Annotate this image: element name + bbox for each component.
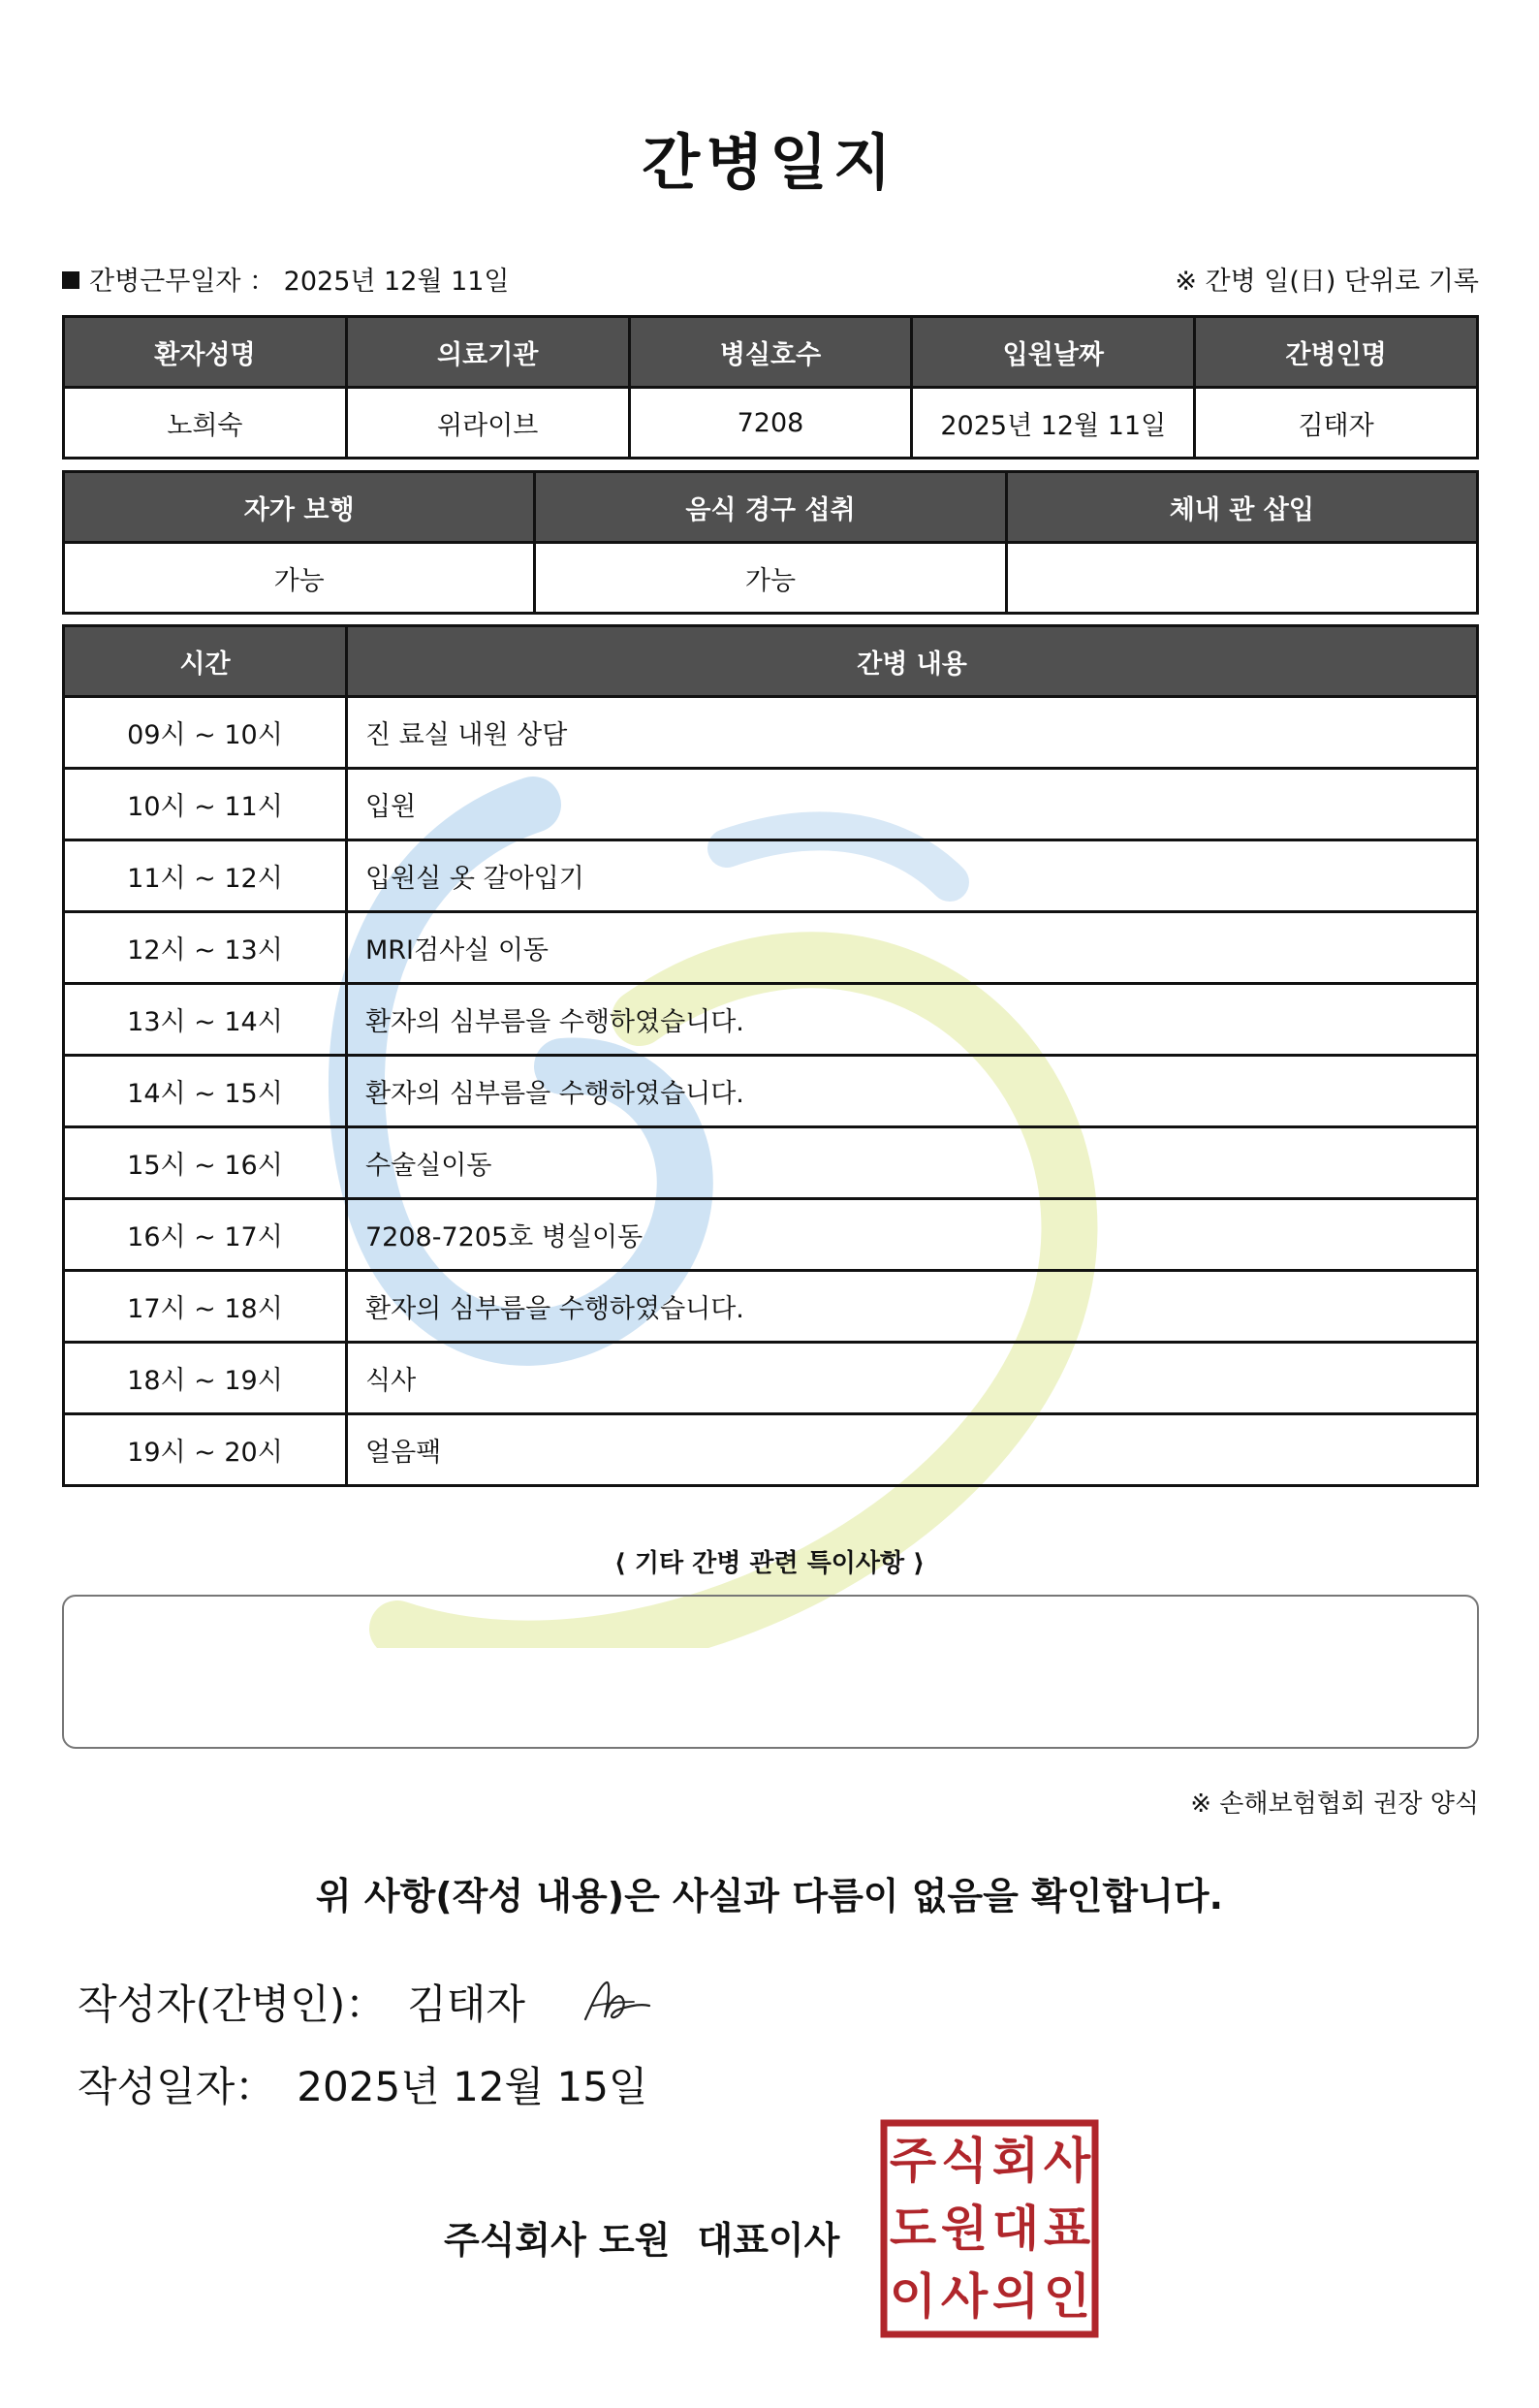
header-caregiver: 간병인명	[1195, 317, 1478, 388]
header-patient-name: 환자성명	[64, 317, 347, 388]
table-row	[64, 769, 1478, 840]
table-header-row	[64, 317, 1478, 388]
table-row	[64, 1271, 1478, 1343]
log-content: 환자의 심부름을 수행하였습니다.	[347, 1271, 1478, 1343]
log-time: 19시 ~ 20시	[64, 1414, 347, 1486]
seal-character: 회	[991, 2133, 1040, 2189]
header-content: 간병 내용	[347, 626, 1478, 697]
table-row	[64, 1199, 1478, 1271]
table-row	[64, 1343, 1478, 1414]
document-title: 간병일지	[642, 127, 897, 198]
written-date-value: 2025년 12월 15일	[297, 2063, 648, 2110]
log-time: 11시 ~ 12시	[64, 840, 347, 912]
table-header-row	[64, 472, 1478, 543]
remarks-box	[62, 1595, 1479, 1749]
header-time: 시간	[64, 626, 347, 697]
seal-character: 식	[940, 2133, 989, 2189]
log-time: 15시 ~ 16시	[64, 1127, 347, 1199]
company-signature-line	[444, 2210, 839, 2264]
header-oral-intake: 음식 경구 섭취	[535, 472, 1006, 543]
writer-name: 김태자	[407, 1980, 525, 2028]
work-date	[62, 260, 510, 298]
table-row	[64, 1127, 1478, 1199]
representative-title: 대표이사	[697, 2219, 840, 2262]
table-row	[64, 912, 1478, 984]
table-header-row	[64, 626, 1478, 697]
writer-line	[78, 1973, 525, 2031]
table-row	[64, 984, 1478, 1056]
admission-date: 2025년 12월 11일	[912, 388, 1195, 459]
log-content: 얼음팩	[347, 1414, 1478, 1486]
table-row	[64, 1414, 1478, 1486]
work-date-label: 간병근무일자 ：	[89, 267, 276, 297]
log-content: 진 료실 내원 상담	[347, 697, 1478, 769]
table-row	[64, 543, 1478, 614]
header-admission-date: 입원날짜	[912, 317, 1195, 388]
log-time: 17시 ~ 18시	[64, 1271, 347, 1343]
table-row	[64, 1056, 1478, 1127]
log-content: 식사	[347, 1343, 1478, 1414]
log-time: 18시 ~ 19시	[64, 1343, 347, 1414]
log-content: 수술실이동	[347, 1127, 1478, 1199]
confirmation-statement: 위 사항(작성 내용)은 사실과 다름이 없음을 확인합니다.	[315, 1875, 1224, 1917]
company-name: 주식회사 도원	[444, 2219, 671, 2262]
log-time: 13시 ~ 14시	[64, 984, 347, 1056]
recommend-note: ※ 손해보험협회 권장 양식	[1190, 1790, 1479, 1819]
record-note: ※ 간병 일(日) 단위로 기록	[1175, 267, 1479, 297]
company-seal-stamp	[880, 2119, 1099, 2338]
log-time: 14시 ~ 15시	[64, 1056, 347, 1127]
remarks-title: ⟨ 기타 간병 관련 특이사항 ⟩	[613, 1549, 926, 1578]
seal-character: 사	[940, 2268, 989, 2325]
seal-character: 원	[940, 2201, 989, 2257]
patient-status-table	[62, 470, 1479, 615]
seal-character: 사	[1043, 2133, 1091, 2189]
log-time: 09시 ~ 10시	[64, 697, 347, 769]
log-time: 12시 ~ 13시	[64, 912, 347, 984]
log-content: 입원실 옷 갈아입기	[347, 840, 1478, 912]
hospital: 위라이브	[346, 388, 629, 459]
log-content: 환자의 심부름을 수행하였습니다.	[347, 984, 1478, 1056]
seal-character: 대	[991, 2201, 1040, 2257]
square-bullet-icon	[62, 271, 79, 289]
written-date-label: 작성일자：	[78, 2063, 276, 2110]
tube-status	[1006, 543, 1477, 614]
log-content: 7208-7205호 병실이동	[347, 1199, 1478, 1271]
writer-label: 작성자(간병인)：	[78, 1980, 387, 2028]
log-time: 16시 ~ 17시	[64, 1199, 347, 1271]
patient-info-table	[62, 315, 1479, 459]
table-row	[64, 388, 1478, 459]
walking-status: 가능	[64, 543, 535, 614]
oral-intake-status: 가능	[535, 543, 1006, 614]
handwritten-signature	[580, 1973, 652, 2031]
header-walking: 자가 보행	[64, 472, 535, 543]
log-content: MRI검사실 이동	[347, 912, 1478, 984]
care-log-table	[62, 624, 1479, 1487]
log-content: 환자의 심부름을 수행하였습니다.	[347, 1056, 1478, 1127]
log-content: 입원	[347, 769, 1478, 840]
seal-character: 표	[1043, 2201, 1091, 2257]
work-date-value: 2025년 12월 11일	[283, 267, 510, 297]
header-hospital: 의료기관	[346, 317, 629, 388]
room-number: 7208	[629, 388, 912, 459]
seal-character: 도	[889, 2201, 937, 2257]
header-tube: 체내 관 삽입	[1006, 472, 1477, 543]
seal-character: 이	[889, 2268, 937, 2325]
seal-character: 인	[1043, 2268, 1091, 2325]
patient-name: 노희숙	[64, 388, 347, 459]
table-row	[64, 840, 1478, 912]
table-row	[64, 697, 1478, 769]
written-date-line	[78, 2055, 648, 2113]
seal-character: 의	[991, 2268, 1040, 2325]
header-room: 병실호수	[629, 317, 912, 388]
log-time: 10시 ~ 11시	[64, 769, 347, 840]
caregiver-name: 김태자	[1195, 388, 1478, 459]
seal-character: 주	[889, 2133, 937, 2189]
